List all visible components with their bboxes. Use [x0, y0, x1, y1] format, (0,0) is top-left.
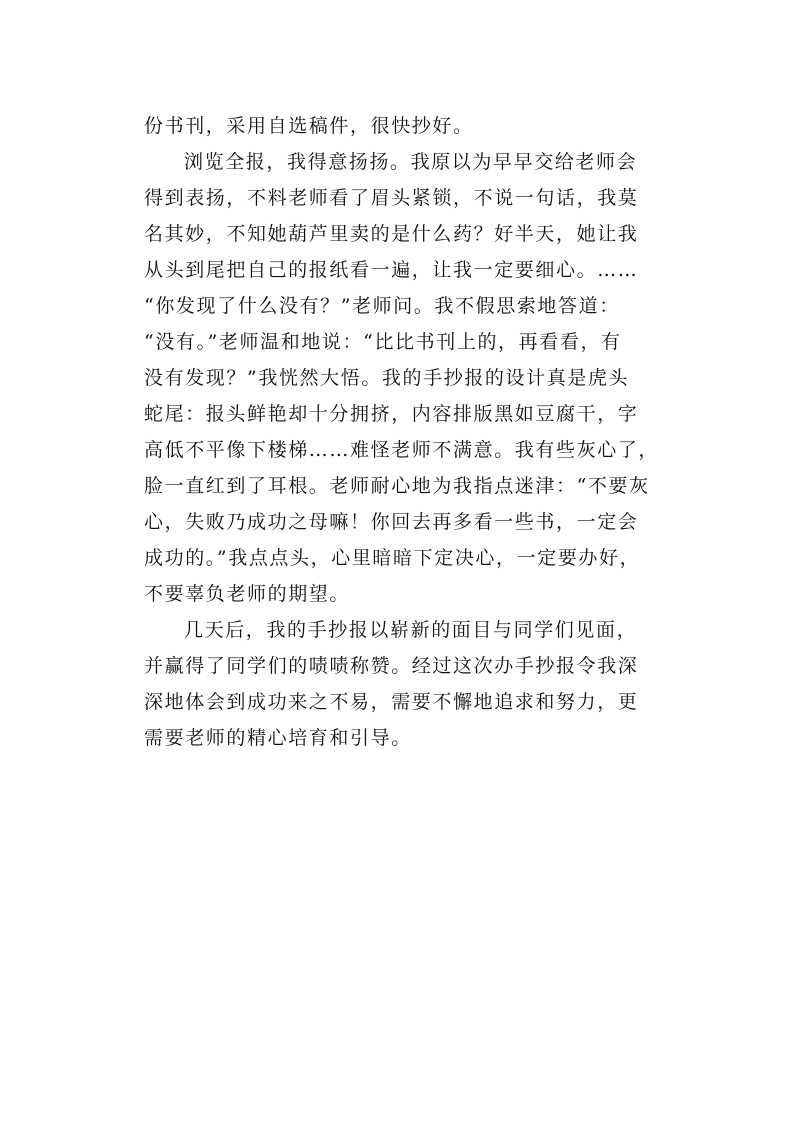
- text-line-13: 成功的。”我点点头，心里暗暗下定决心，一定要办好，: [144, 547, 641, 569]
- body-text: [144, 108, 664, 756]
- text-line-10: 高低不平像下楼梯……难怪老师不满意。我有些灰心了，: [144, 439, 660, 461]
- text-line-6: “你发现了什么没有？”老师问。我不假思索地答道：: [144, 295, 620, 317]
- text-line-16: 并赢得了同学们的啧啧称赞。经过这次办手抄报令我深: [144, 655, 639, 677]
- text-line-15: 几天后，我的手抄报以崭新的面目与同学们见面，: [184, 619, 638, 641]
- text-line-11: 脸一直红到了耳根。老师耐心地为我指点迷津：“不要灰: [144, 475, 650, 497]
- text-line-1: 份书刊，采用自选稿件，很快抄好。: [144, 115, 474, 137]
- text-line-2: 浏览全报，我得意扬扬。我原以为早早交给老师会: [184, 151, 638, 173]
- text-line-5: 从头到尾把自己的报纸看一遍，让我一定要细心。……: [144, 259, 639, 281]
- text-line-14: 不要辜负老师的期望。: [144, 583, 351, 605]
- text-line-17: 深地体会到成功来之不易，需要不懈地追求和努力，更: [144, 691, 639, 713]
- text-line-18: 需要老师的精心培育和引导。: [144, 727, 412, 749]
- text-line-4: 名其妙，不知她葫芦里卖的是什么药？好半天，她让我: [144, 223, 639, 245]
- text-line-12: 心，失败乃成功之母嘛！你回去再多看一些书，一定会: [144, 511, 639, 533]
- text-line-9: 蛇尾：报头鲜艳却十分拥挤，内容排版黑如豆腐干，字: [144, 403, 639, 425]
- text-line-3: 得到表扬，不料老师看了眉头紧锁，不说一句话，我莫: [144, 187, 639, 209]
- text-line-7: “没有。”老师温和地说：“比比书刊上的，再看看，有: [144, 331, 622, 353]
- text-line-8: 没有发现？”我恍然大悟。我的手抄报的设计真是虎头: [144, 367, 630, 389]
